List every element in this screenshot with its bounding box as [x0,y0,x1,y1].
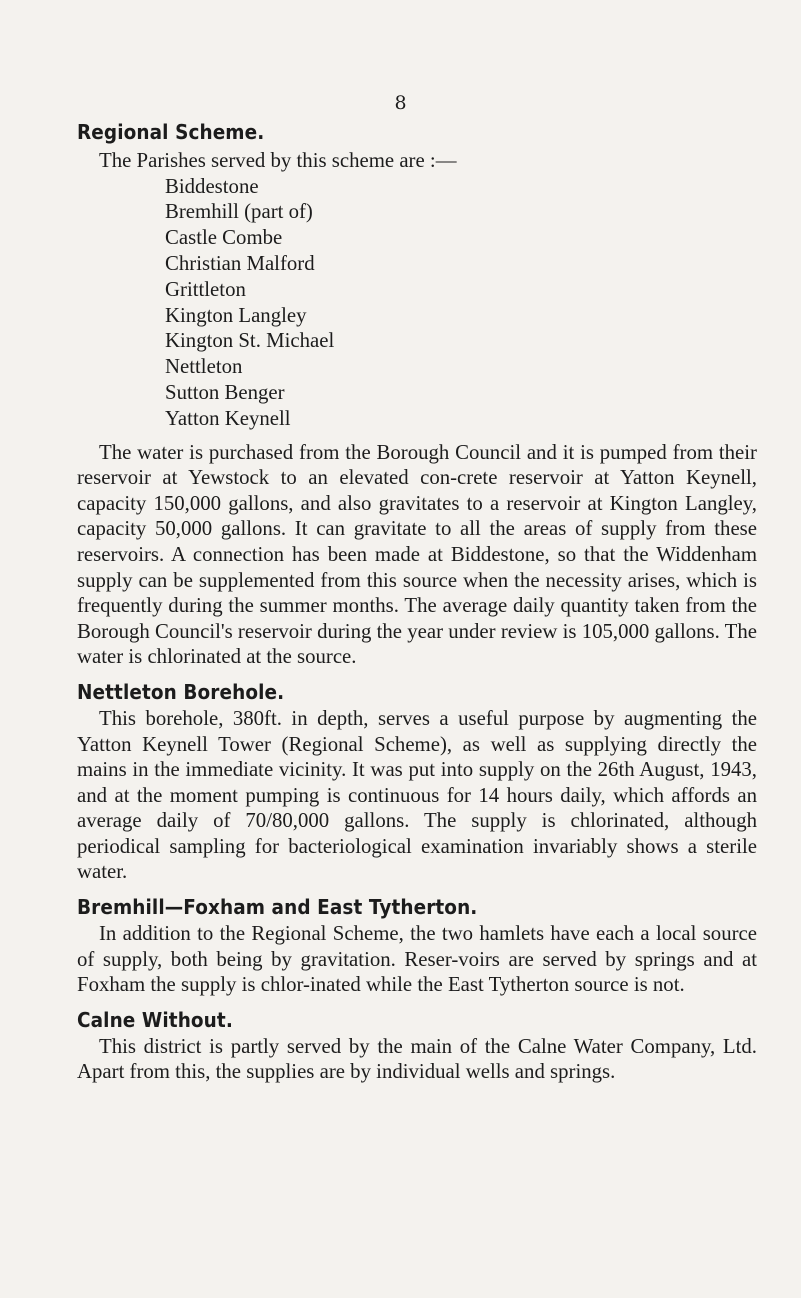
list-item: Christian Malford [165,251,315,275]
section-paragraph: In addition to the Regional Scheme, the two hamlets have each a local source of supply, both being by gravitation. Reser-voirs are served by springs and at Foxham the supply is chlor-inated while the East Tytherton source is not. [77,922,757,997]
list-item: Kington Langley [165,303,307,327]
list-item: Sutton Benger [165,380,285,404]
section-paragraph: This borehole, 380ft. in depth, serves a useful purpose by augmenting the Yatton Keynell Tower (Regional Scheme), as well as supplying directly the mains in the immediate vicinity. It was put into supply on the 26th August, 1943, and at the moment pumping is continuous for 14 hours daily, which affords an average daily of 70/80,000 gallons. The supply is chlorinated, although periodical sampling for bacteriological examination invariably shows a sterile water. [77,706,757,884]
section-intro: The Parishes served by this scheme are :— [99,149,457,172]
list-item: Bremhill (part of) [165,200,313,224]
list-item: Biddestone [165,174,259,198]
list-item: Grittleton [165,277,246,301]
section-regional-scheme [77,118,757,670]
list-item: Castle Combe [165,226,283,250]
section-heading: Bremhill—Foxham and East Tytherton. [77,895,478,920]
section-calne-without [77,1006,757,1085]
section-bremhill-foxham [77,893,757,998]
section-paragraph: This district is partly served by the main of the Calne Water Company, Ltd. Apart from this, the supplies are by individual wells and springs. [77,1034,757,1084]
page-content [77,118,757,1085]
section-heading: Calne Without. [77,1007,233,1032]
parish-list [77,174,757,432]
section-nettleton-borehole [77,678,757,885]
section-heading: Nettleton Borehole. [77,679,285,704]
page-number: 8 [394,92,407,114]
section-paragraph: The water is purchased from the Borough Council and it is pumped from their reservoir at Yewstock to an elevated con-crete reservoir at Yatton Keynell, capacity 150,000 gallons, and also gravitates to a reservoir at Kington Langley, capacity 50,000 gallons. It can gravitate to all the areas of supply from these reservoirs. A connection has been made at Biddestone, so that the Widdenham supply can be supplemented from this source when the necessity arises, which is frequently during the summer months. The average daily quantity taken from the Borough Council's reservoir during the year under review is 105,000 gallons. The water is chlorinated at the source. [77,440,757,669]
list-item: Kington St. Michael [165,329,335,353]
section-heading: Regional Scheme. [77,120,265,144]
list-item: Yatton Keynell [165,406,291,430]
list-item: Nettleton [165,355,243,379]
